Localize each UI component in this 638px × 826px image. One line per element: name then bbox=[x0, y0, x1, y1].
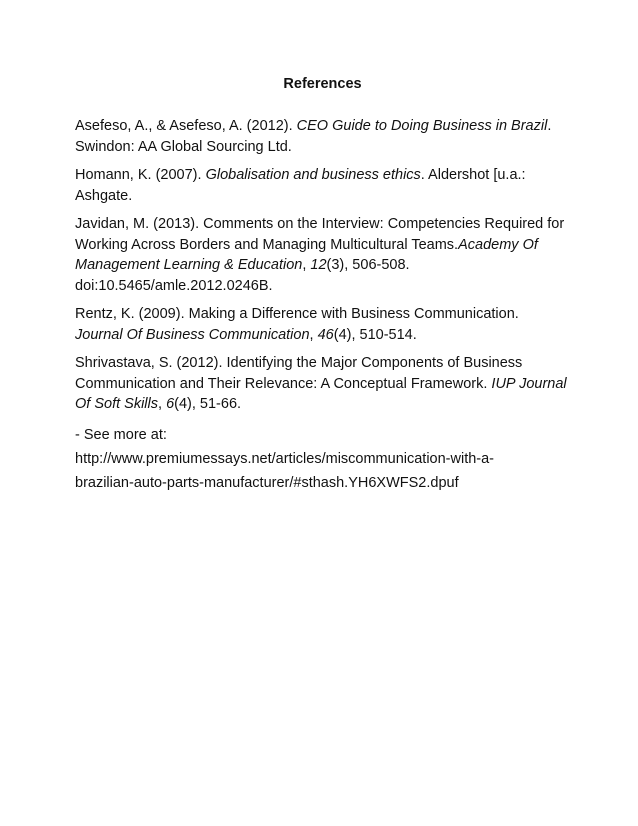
source-url-line-1: http://www.premiumessays.net/articles/miscommunication-with-a- bbox=[75, 450, 495, 467]
reference-3-text-start: Javidan, M. (2013). Comments on the Interview: Competencies Required for Working Across Borders and Managing Multicultural Teams. bbox=[75, 216, 565, 253]
reference-1-title: CEO Guide to Doing Business in Brazil bbox=[296, 118, 548, 134]
reference-3-volume: 12 bbox=[310, 257, 327, 273]
reference-5-separator: , bbox=[158, 396, 167, 412]
reference-4-volume: 46 bbox=[317, 326, 334, 343]
reference-2-title: Globalisation and business ethics bbox=[205, 167, 421, 183]
reference-5-text-end: (4), 51-66. bbox=[174, 396, 242, 412]
reference-5-volume: 6 bbox=[166, 396, 175, 412]
reference-1-text-end: . Swindon: AA Global Sourcing Ltd. bbox=[75, 118, 552, 155]
source-url-line-2: brazilian-auto-parts-manufacturer/#sthash.YH6XWFS2.dpuf bbox=[75, 474, 459, 491]
reference-4-journal: Journal Of Business Communication bbox=[75, 326, 310, 343]
reference-5-text-start: Shrivastava, S. (2012). Identifying the Major Components of Business Communication and Their Relevance: A Conceptual Framework. bbox=[75, 355, 523, 392]
reference-2-text-start: Homann, K. (2007). bbox=[75, 167, 206, 183]
reference-entry-1 bbox=[75, 116, 570, 157]
document-content bbox=[75, 74, 570, 495]
reference-entry-2 bbox=[75, 165, 570, 206]
references-heading: References bbox=[283, 76, 362, 92]
reference-5-journal: IUP Journal Of Soft Skills bbox=[75, 375, 567, 412]
reference-4-text-start: Rentz, K. (2009). Making a Difference with Business Communication. bbox=[75, 306, 519, 322]
reference-entry-3 bbox=[75, 214, 570, 296]
see-more-block bbox=[75, 423, 570, 495]
reference-4-separator: , bbox=[309, 326, 318, 343]
reference-entry-5 bbox=[75, 353, 570, 415]
see-more-label: - See more at: bbox=[75, 426, 167, 443]
reference-entry-4 bbox=[75, 304, 570, 345]
reference-2-text-end: . Aldershot [u.a.: Ashgate. bbox=[75, 167, 526, 204]
reference-1-text-start: Asefeso, A., & Asefeso, A. (2012). bbox=[75, 118, 297, 134]
reference-3-separator: , bbox=[302, 257, 311, 273]
reference-3-text-end: (3), 506-508. doi:10.5465/amle.2012.0246B. bbox=[75, 257, 410, 294]
reference-4-text-end: (4), 510-514. bbox=[333, 326, 417, 343]
reference-3-journal: Academy Of Management Learning & Education bbox=[75, 236, 538, 273]
